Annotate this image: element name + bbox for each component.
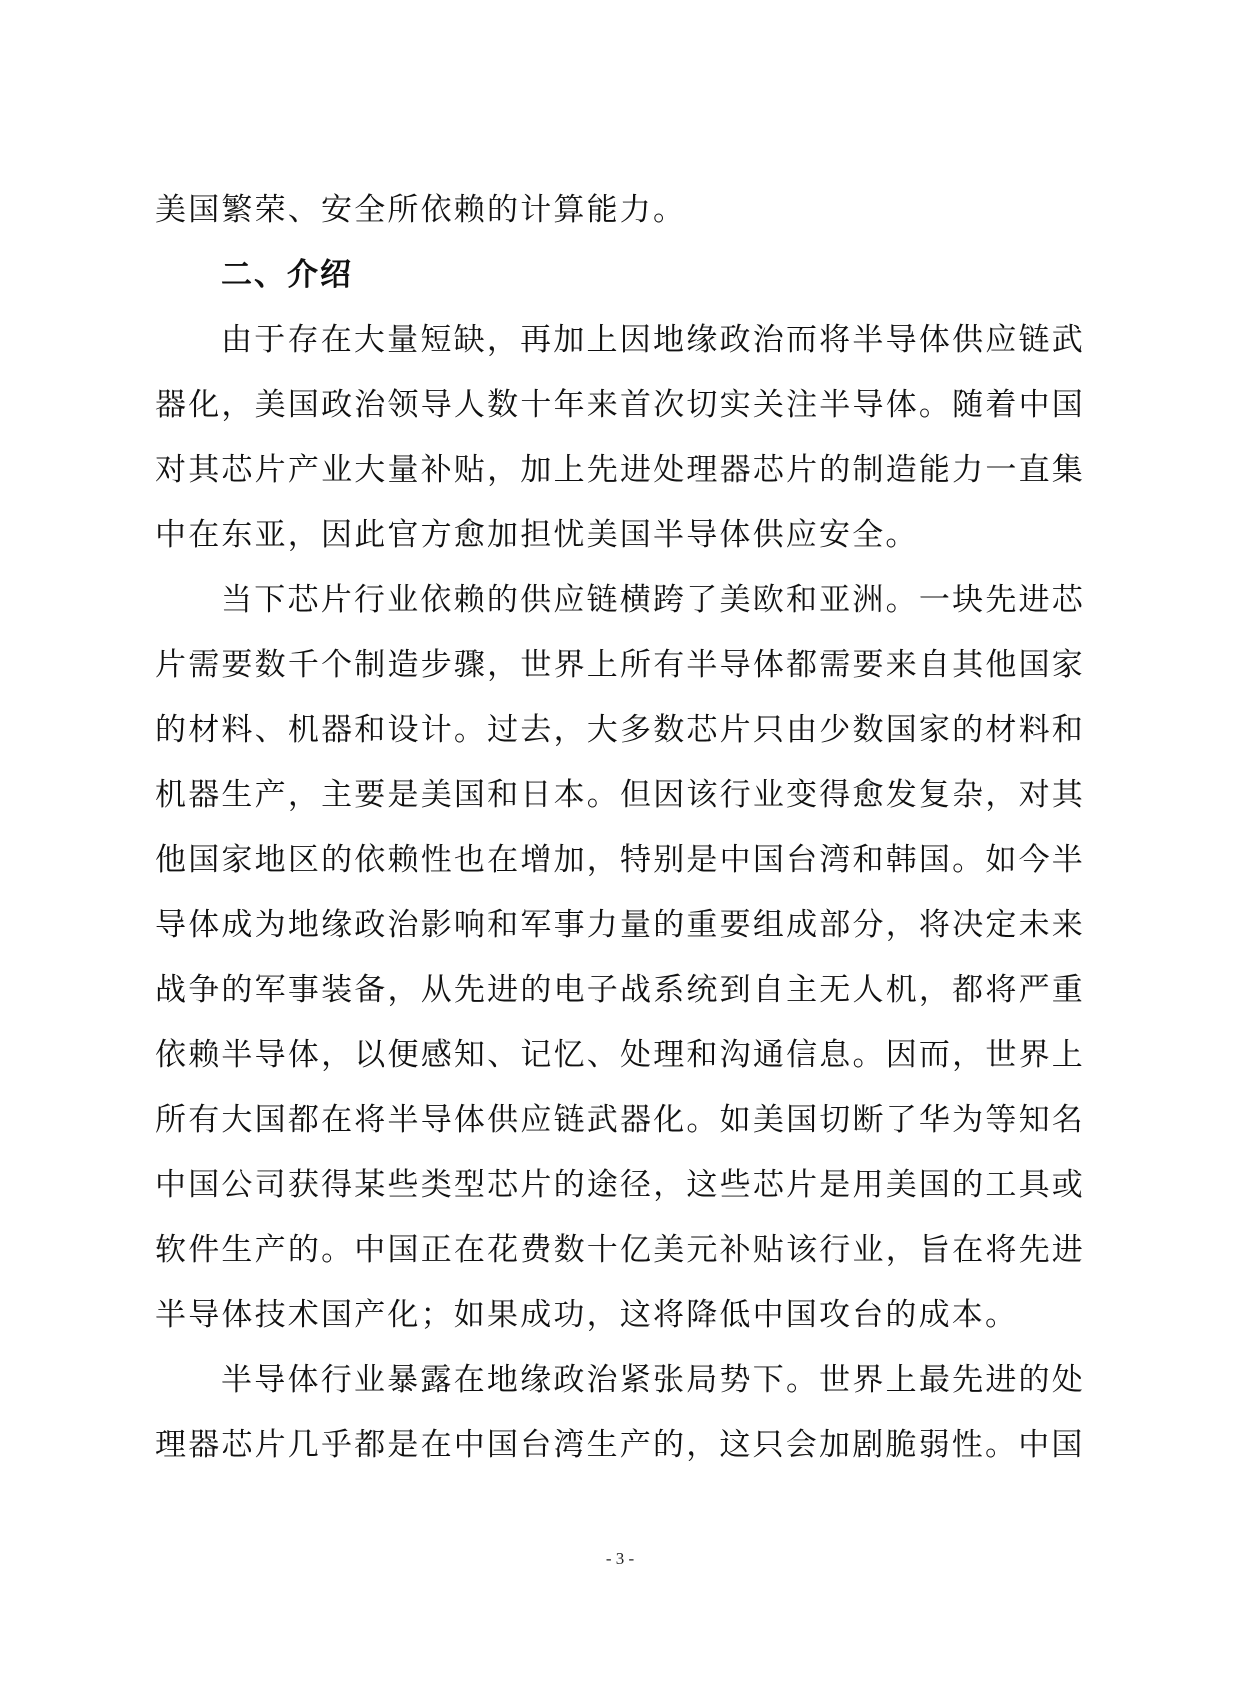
section-heading: 二、介绍 (221, 257, 353, 293)
paragraph-intro-3: 半导体行业暴露在地缘政治紧张局势下。世界上最先进的处理器芯片几乎都是在中国台湾生产的，这只会加剧脆弱性。中国 (155, 1362, 1085, 1463)
document-body (155, 178, 1085, 1478)
page-number: - 3 - (605, 1549, 635, 1568)
paragraph-continuation: 美国繁荣、安全所依赖的计算能力。 (155, 192, 687, 228)
paragraph-intro-1: 由于存在大量短缺，再加上因地缘政治而将半导体供应链武器化，美国政治领导人数十年来首次切实关注半导体。随着中国对其芯片产业大量补贴，加上先进处理器芯片的制造能力一直集中在东亚，因此官方愈加担忧美国半导体供应安全。 (155, 322, 1085, 553)
paragraph-intro-2: 当下芯片行业依赖的供应链横跨了美欧和亚洲。一块先进芯片需要数千个制造步骤，世界上所有半导体都需要来自其他国家的材料、机器和设计。过去，大多数芯片只由少数国家的材料和机器生产，主要是美国和日本。但因该行业变得愈发复杂，对其他国家地区的依赖性也在增加，特别是中国台湾和韩国。如今半导体成为地缘政治影响和军事力量的重要组成部分，将决定未来战争的军事装备，从先进的电子战系统到自主无人机，都将严重依赖半导体，以便感知、记忆、处理和沟通信息。因而，世界上所有大国都在将半导体供应链武器化。如美国切断了华为等知名中国公司获得某些类型芯片的途径，这些芯片是用美国的工具或软件生产的。中国正在花费数十亿美元补贴该行业，旨在将先进半导体技术国产化；如果成功，这将降低中国攻台的成本。 (155, 582, 1085, 1333)
